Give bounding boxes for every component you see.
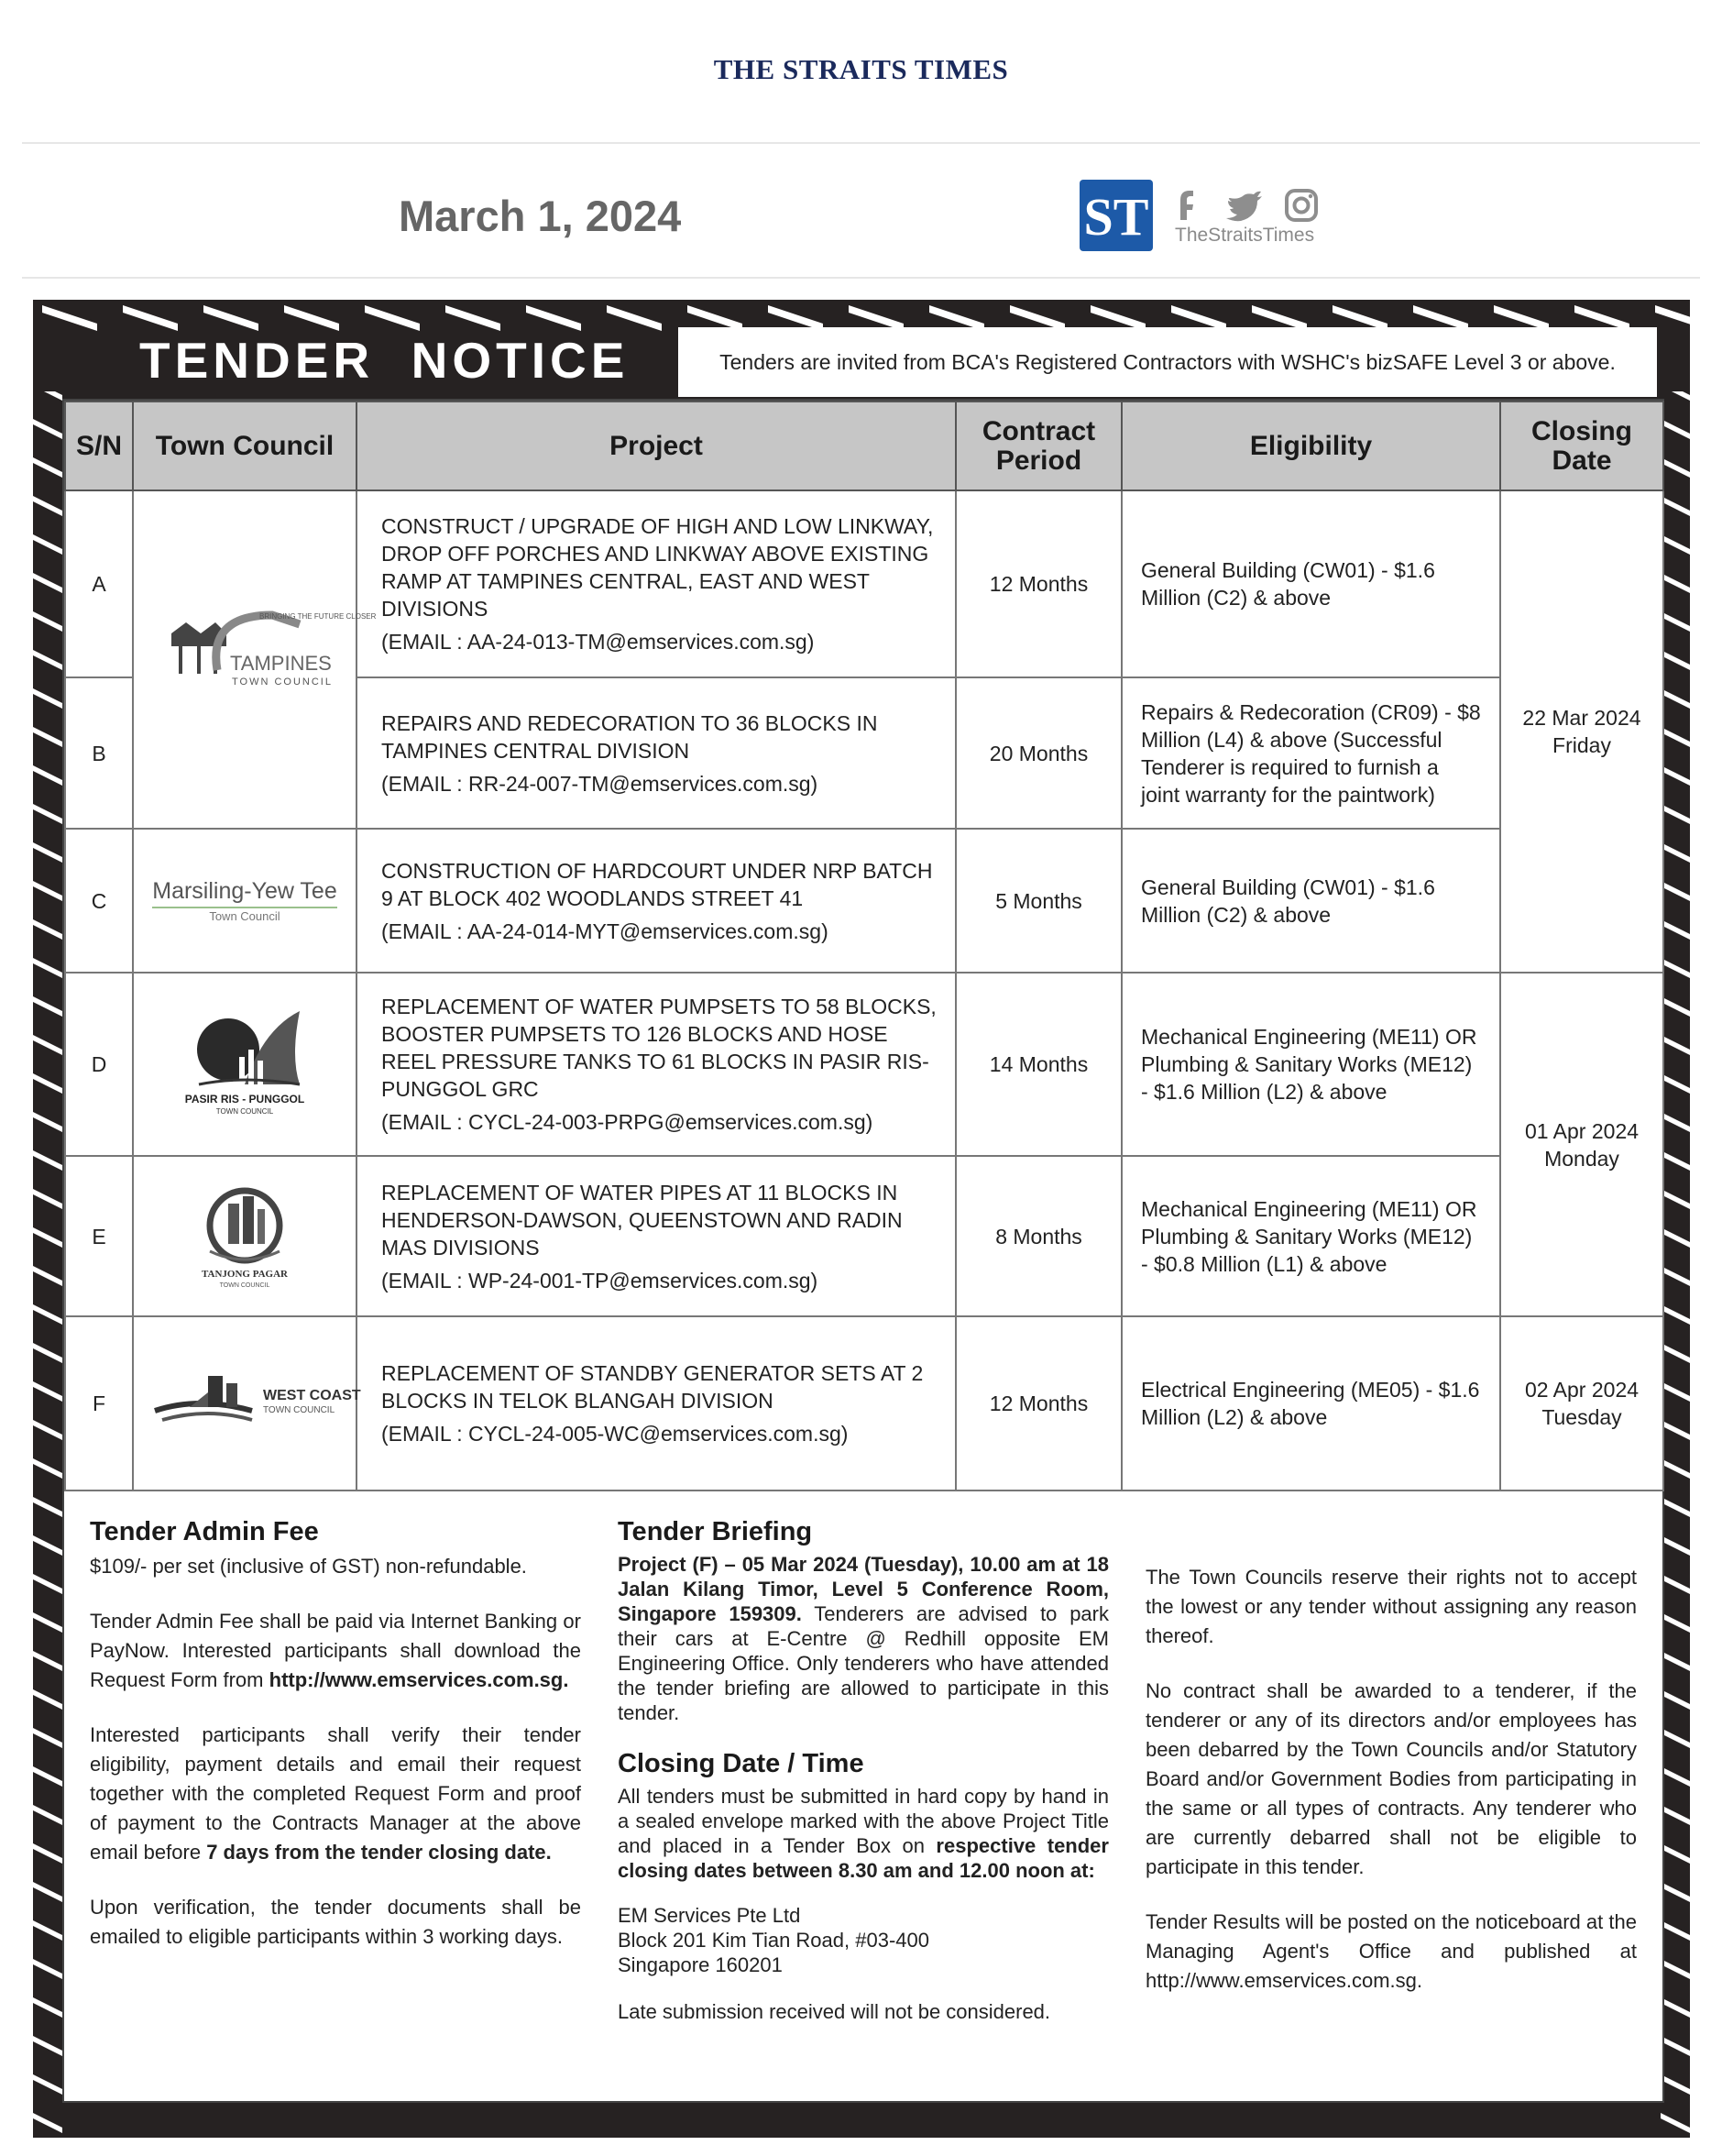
header-town-council: Town Council (133, 402, 356, 490)
project-email[interactable]: (EMAIL : RR-24-007-TM@emservices.com.sg) (381, 771, 818, 796)
tanjong-sub: TOWN COUNCIL (219, 1282, 270, 1289)
marsiling-name: Marsiling-Yew Tee (152, 877, 337, 908)
row-sn: A (65, 490, 133, 677)
marsiling-logo-cell (133, 829, 356, 973)
row-period: 8 Months (956, 1156, 1122, 1316)
right-stripes (1661, 300, 1690, 2138)
project-title: CONSTRUCTION OF HARDCOURT UNDER NRP BATCH 9 AT BLOCK 402 WOODLANDS STREET 41 (381, 858, 933, 910)
row-eligibility: General Building (CW01) - $1.6 Million (C2) & above (1122, 829, 1500, 973)
project-email[interactable]: (EMAIL : CYCL-24-003-PRPG@emservices.com.sg) (381, 1110, 873, 1134)
admin-fee-section (90, 1515, 581, 1977)
table-header-row (65, 402, 1663, 490)
row-sn: C (65, 829, 133, 973)
address-line: EM Services Pte Ltd (618, 1904, 801, 1927)
project-title: CONSTRUCT / UPGRADE OF HIGH AND LOW LINKWAY, DROP OFF PORCHES AND LINKWAY ABOVE EXISTING RAMP AT TAMPINES CENTRAL, EAST AND WEST DIVISIONS (381, 514, 934, 621)
pasir-name: PASIR RIS - PUNGGOL (184, 1092, 305, 1106)
table-row (65, 1156, 1663, 1316)
payment-url[interactable]: http://www.emservices.com.sg. (269, 1668, 569, 1691)
table-row (65, 829, 1663, 973)
closing-date-abc (1500, 490, 1663, 973)
pasir-sub: TOWN COUNCIL (215, 1106, 274, 1116)
late-submission-note: Late submission received will not be considered. (618, 2000, 1051, 2023)
address-line: Singapore 160201 (618, 1953, 783, 1976)
address-line: Block 201 Kim Tian Road, #03-400 (618, 1929, 929, 1952)
tampines-name: TAMPINES (230, 652, 332, 675)
row-sn: B (65, 677, 133, 829)
terms-reserve: The Town Councils reserve their rights not to accept the lowest or any tender without assigning any reason thereof. (1146, 1566, 1637, 1647)
row-project (356, 829, 956, 973)
closing-date-f (1500, 1316, 1663, 1490)
closing-date: 02 Apr 2024 (1524, 1378, 1640, 1402)
closing-date: 01 Apr 2024 (1524, 1118, 1640, 1143)
tampines-logo-cell (133, 490, 377, 829)
row-eligibility: General Building (CW01) - $1.6 Million (C2) & above (1122, 490, 1500, 677)
terms-debarred: No contract shall be awarded to a tenderer, if the tenderer or any of its directors and/or employees has been debarred by the Town Councils and/or Statutory Board and/or Government Bodies from participating in the same or all types of contracts. Any tenderer who are currently debarred shall not be eligible to participate in this tender. (1146, 1679, 1637, 1878)
st-logo-icon[interactable] (1080, 180, 1153, 251)
tender-table (64, 401, 1664, 1491)
project-title: REPLACEMENT OF STANDBY GENERATOR SETS AT 2 BLOCKS IN TELOK BLANGAH DIVISION (381, 1361, 924, 1413)
table-row (65, 490, 1663, 677)
header-divider (22, 142, 1700, 144)
closing-address (618, 1903, 1109, 1977)
twitter-icon[interactable] (1226, 192, 1262, 221)
header-project: Project (356, 402, 956, 490)
closing-day: Tuesday (1541, 1405, 1622, 1429)
header-eligibility: Eligibility (1122, 402, 1500, 490)
tampines-sub: TOWN COUNCIL (232, 676, 333, 688)
table-row (65, 973, 1663, 1156)
notice-footer (64, 1491, 1662, 2101)
briefing-text: Project (F) – 05 Mar 2024 (Tuesday), 10.00 am at 18 Jalan Kilang Timor, Level 5 Conference Room, Singapore 159309. Tenderers are advised to park their cars at E-Centre @ Redhill opposite EM Engineering Office. Only tenderers who have attended the tender briefing are allowed to participate in this tender. (618, 1553, 1109, 1724)
west-coast-logo-icon (144, 1359, 361, 1442)
row-project (356, 973, 956, 1156)
row-sn: E (65, 1156, 133, 1316)
row-period: 20 Months (956, 677, 1122, 829)
admin-fee-verify: Interested participants shall verify their tender eligibility, payment details and email their request together with the completed Request Form and proof of payment to the Contracts Manager at the above email before 7 days from the tender closing date. (90, 1723, 581, 1864)
westcoast-sub: TOWN COUNCIL (263, 1404, 335, 1415)
masthead[interactable]: THE STRAITS TIMES (713, 53, 1009, 85)
row-period: 5 Months (956, 829, 1122, 973)
tanjong-pagar-logo-icon (162, 1169, 327, 1297)
row-period: 12 Months (956, 490, 1122, 677)
admin-fee-amount: $109/- per set (inclusive of GST) non-refundable. (90, 1555, 527, 1578)
westcoast-name: WEST COAST (263, 1387, 361, 1403)
st-logo-text: ST (1083, 187, 1149, 247)
header-closing-date: Closing Date (1500, 402, 1663, 490)
westcoast-logo-cell (133, 1316, 361, 1490)
project-email[interactable]: (EMAIL : WP-24-001-TP@emservices.com.sg) (381, 1268, 818, 1292)
row-eligibility: Mechanical Engineering (ME11) OR Plumbing & Sanitary Works (ME12) - $1.6 Million (L2) & above (1122, 973, 1500, 1156)
closing-text: All tenders must be submitted in hard copy by hand in a sealed envelope marked with the above Project Title and placed in a Tender Box on respective tender closing dates between 8.30 am and 12.00 noon at: (618, 1785, 1109, 1882)
project-title: REPAIRS AND REDECORATION TO 36 BLOCKS IN TAMPINES CENTRAL DIVISION (381, 710, 878, 763)
publication-date: March 1, 2024 (399, 192, 682, 240)
briefing-section (618, 1515, 1109, 2024)
closing-date-de (1500, 973, 1663, 1316)
row-eligibility: Repairs & Redecoration (CR09) - $8 Million (L4) & above (Successful Tenderer is required to furnish a joint warranty for the paintwork) (1122, 677, 1500, 829)
tampines-arc-text: BRINGING THE FUTURE CLOSER (259, 612, 377, 621)
admin-fee-payment: Tender Admin Fee shall be paid via Internet Banking or PayNow. Interested participants shall download the Request Form from http://www.emservices.com.sg. (90, 1610, 581, 1691)
row-project (356, 1156, 956, 1316)
briefing-heading: Tender Briefing (618, 1517, 813, 1546)
project-title: REPLACEMENT OF WATER PUMPSETS TO 58 BLOCKS, BOOSTER PUMPSETS TO 126 BLOCKS AND HOSE REEL PRESSURE TANKS TO 61 BLOCKS IN PASIR RIS-PUNGGOL GRC (381, 995, 937, 1101)
row-period: 14 Months (956, 973, 1122, 1156)
project-email[interactable]: (EMAIL : AA-24-013-TM@emservices.com.sg) (381, 630, 815, 654)
invitation-text: Tenders are invited from BCA's Registered Contractors with WSHC's bizSAFE Level 3 or above. (678, 327, 1657, 397)
project-email[interactable]: (EMAIL : CYCL-24-005-WC@emservices.com.sg) (381, 1422, 849, 1446)
closing-day: Friday (1552, 733, 1611, 757)
terms-section (1146, 1563, 1637, 2021)
admin-fee-verification: Upon verification, the tender documents shall be emailed to eligible participants within 3 working days. (90, 1896, 581, 1948)
admin-fee-heading: Tender Admin Fee (90, 1517, 319, 1546)
closing-date: 22 Mar 2024 (1522, 706, 1641, 730)
row-project (356, 490, 956, 677)
row-period: 12 Months (956, 1316, 1122, 1490)
notice-panel (62, 399, 1664, 2103)
closing-day: Monday (1544, 1146, 1619, 1171)
header-divider-bottom (22, 277, 1700, 279)
tampines-logo-icon (153, 606, 377, 707)
left-stripes (33, 300, 62, 2138)
facebook-icon[interactable] (1180, 191, 1193, 220)
closing-heading: Closing Date / Time (618, 1749, 864, 1778)
tanjong-name: TANJONG PAGAR (201, 1269, 289, 1280)
row-eligibility: Electrical Engineering (ME05) - $1.6 Million (L2) & above (1122, 1316, 1500, 1490)
marsiling-sub: Town Council (209, 908, 280, 923)
header-contract-period: Contract Period (956, 402, 1122, 490)
pasir-ris-logo-icon (162, 993, 327, 1130)
social-handle[interactable]: TheStraitsTimes (1175, 225, 1315, 246)
instagram-icon[interactable] (1287, 191, 1316, 220)
tender-notice-poster (33, 300, 1690, 2138)
row-sn: F (65, 1316, 133, 1490)
tanjong-logo-cell (133, 1156, 356, 1316)
row-sn: D (65, 973, 133, 1156)
header-sn: S/N (65, 402, 133, 490)
terms-results: Tender Results will be posted on the noticeboard at the Managing Agent's Office and published at http://www.emservices.com.sg. (1146, 1910, 1637, 1992)
project-email[interactable]: (EMAIL : AA-24-014-MYT@emservices.com.sg) (381, 918, 828, 943)
table-row (65, 1316, 1663, 1490)
pasir-logo-cell (133, 973, 356, 1156)
row-project (356, 1316, 956, 1490)
row-eligibility: Mechanical Engineering (ME11) OR Plumbing & Sanitary Works (ME12) - $0.8 Million (L1) & above (1122, 1156, 1500, 1316)
project-title: REPLACEMENT OF WATER PIPES AT 11 BLOCKS IN HENDERSON-DAWSON, QUEENSTOWN AND RADIN MAS DIVISIONS (381, 1180, 903, 1260)
row-project (356, 677, 956, 829)
tender-notice-title: TENDER NOTICE (139, 332, 630, 389)
